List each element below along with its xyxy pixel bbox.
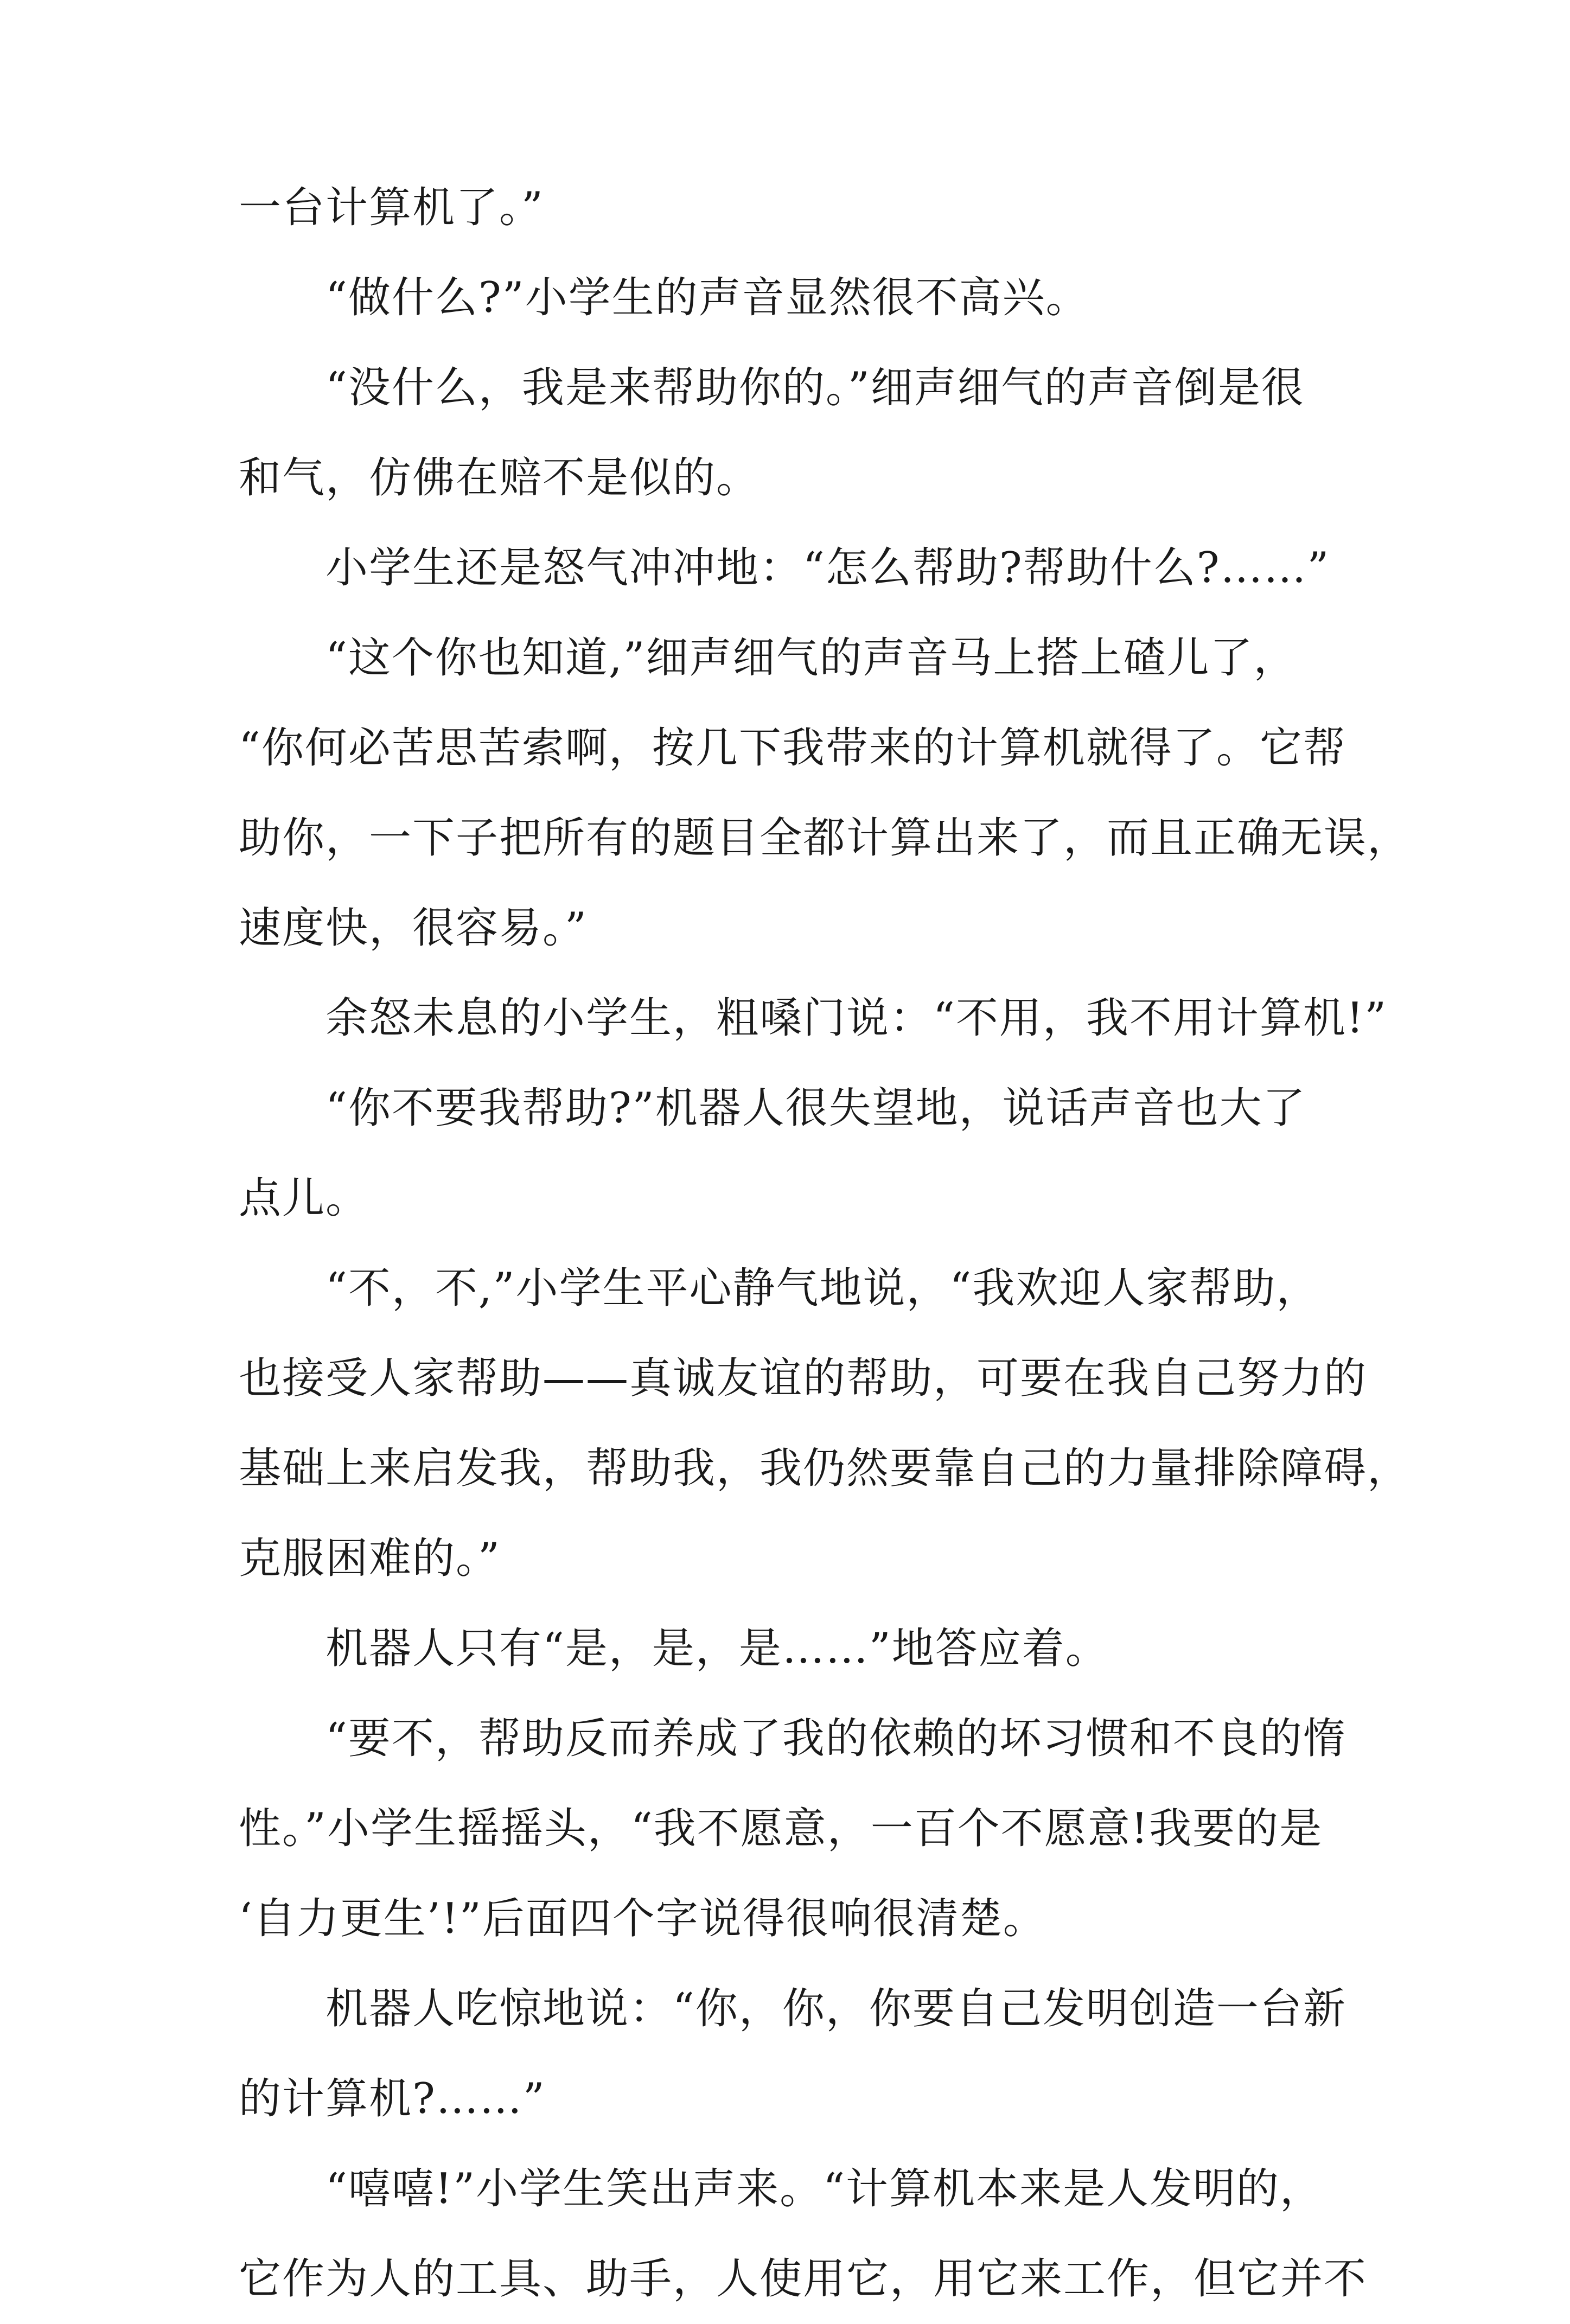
text-line: “要不，帮助反而养成了我的依赖的坏习惯和不良的惰 — [326, 1714, 1346, 1763]
text-line: “没什么，我是来帮助你的。”细声细气的声音倒是很 — [326, 363, 1305, 412]
text-line: “嘻嘻!”小学生笑出声来。“计算机本来是人发明的， — [326, 2165, 1323, 2213]
text-line: 机器人只有“是，是，是……”地答应着。 — [326, 1624, 1109, 1673]
text-line: 余怒未息的小学生，粗嗓门说：“不用，我不用计算机!” — [326, 994, 1388, 1043]
text-line: “这个你也知道,”细声细气的声音马上搭上碴儿了， — [326, 634, 1297, 682]
text-line: 和气，仿佛在赔不是似的。 — [239, 454, 760, 502]
text-line: 速度快，很容易。” — [239, 904, 588, 953]
text-line: ‘自力更生’!”后面四个字说得很响很清楚。 — [239, 1894, 1046, 1943]
text-line: 它作为人的工具、助手，人使用它，用它来工作，但它并不 — [239, 2255, 1368, 2303]
text-line: 机器人吃惊地说：“你，你，你要自己发明创造一台新 — [326, 1984, 1346, 2033]
text-line: “你不要我帮助?”机器人很失望地，说话声音也大了 — [326, 1084, 1306, 1133]
text-line: 基础上来启发我，帮助我，我仍然要靠自己的力量排除障碍， — [239, 1444, 1411, 1493]
text-line: “不，不,”小学生平心静气地说，“我欢迎人家帮助， — [326, 1264, 1320, 1313]
document-body — [239, 163, 1411, 2324]
text-line: 的计算机?……” — [239, 2074, 546, 2123]
text-line: 克服困难的。” — [239, 1534, 501, 1583]
text-line: 性。”小学生摇摇头，“我不愿意，一百个不愿意!我要的是 — [239, 1804, 1323, 1853]
text-line: “你何必苦思苦索啊，按几下我带来的计算机就得了。它帮 — [239, 724, 1346, 772]
text-line: 一台计算机了。” — [239, 183, 544, 232]
text-line: 助你，一下子把所有的题目全都计算出来了，而且正确无误， — [239, 814, 1411, 863]
text-line: “做什么?”小学生的声音显然很不高兴。 — [326, 273, 1089, 322]
text-line: 也接受人家帮助——真诚友谊的帮助，可要在我自己努力的 — [239, 1354, 1368, 1403]
text-line: 小学生还是怒气冲冲地：“怎么帮助?帮助什么?……” — [326, 544, 1330, 592]
text-line: 点儿。 — [239, 1174, 369, 1223]
